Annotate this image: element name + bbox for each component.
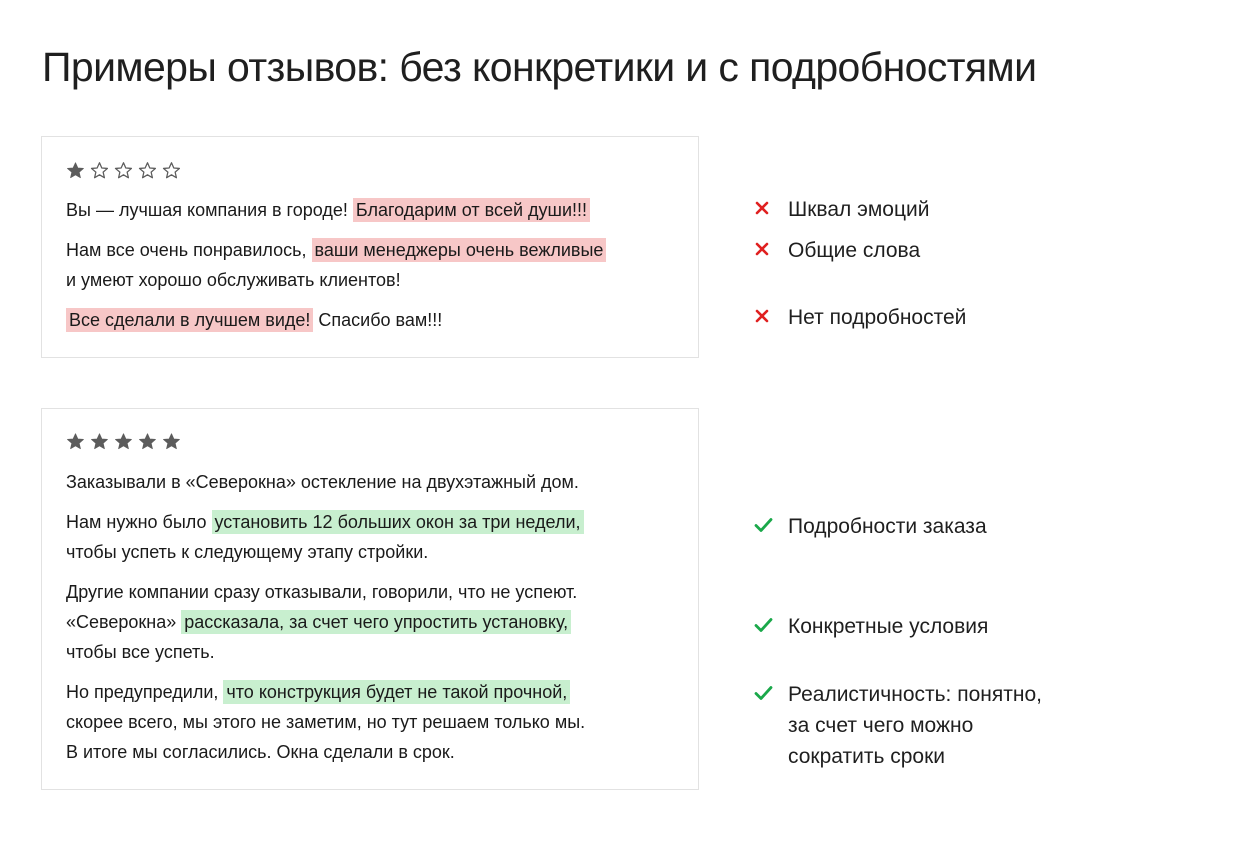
note-detailed-conditions: [754, 611, 988, 642]
note-detailed-realism: [754, 679, 1042, 772]
note-text: Подробности заказа: [788, 515, 987, 538]
highlighted-phrase: что конструкция будет не такой прочной,: [223, 680, 570, 704]
star-empty-icon: [90, 161, 109, 180]
review-line: [66, 199, 590, 221]
highlighted-phrase: Все сделали в лучшем виде!: [66, 308, 313, 332]
note-text: сократить сроки: [788, 745, 946, 768]
star-filled-icon: [162, 432, 181, 451]
review-text: и умеют хорошо обслуживать клиентов!: [66, 270, 401, 290]
star-rating: [66, 161, 181, 183]
star-filled-icon: [66, 432, 85, 451]
review-card-vague: [41, 136, 699, 358]
review-line: [66, 309, 442, 331]
highlighted-phrase: рассказала, за счет чего упростить установку,: [181, 610, 571, 634]
star-filled-icon: [114, 432, 133, 451]
review-text: Нам все очень понравилось,: [66, 240, 312, 260]
star-empty-icon: [138, 161, 157, 180]
star-empty-icon: [162, 161, 181, 180]
review-line: [66, 711, 585, 733]
note-vague-emotions: [754, 194, 929, 225]
highlighted-phrase: установить 12 больших окон за три недели,: [212, 510, 584, 534]
star-filled-icon: [66, 161, 85, 180]
note-text: Нет подробностей: [788, 306, 967, 329]
highlighted-phrase: Благодарим от всей души!!!: [353, 198, 590, 222]
review-line: [66, 581, 577, 603]
checkmark-icon: [754, 679, 788, 701]
review-line: [66, 681, 570, 703]
highlighted-phrase: ваши менеджеры очень вежливые: [312, 238, 607, 262]
note-text: Конкретные условия: [788, 615, 989, 638]
note-text: за счет чего можно: [788, 714, 974, 737]
review-text: чтобы успеть к следующему этапу стройки.: [66, 542, 429, 562]
review-line: [66, 541, 428, 563]
review-text: чтобы все успеть.: [66, 642, 215, 662]
review-line: [66, 641, 215, 663]
star-filled-icon: [138, 432, 157, 451]
cross-icon: [754, 235, 788, 257]
star-rating: [66, 432, 181, 454]
review-text: В итоге мы согласились. Окна сделали в срок.: [66, 742, 455, 762]
review-text: скорее всего, мы этого не заметим, но тут решаем только мы.: [66, 712, 586, 732]
cross-icon: [754, 302, 788, 324]
review-text: Другие компании сразу отказывали, говорили, что не успеют.: [66, 582, 578, 602]
review-text: «Северокна»: [66, 612, 182, 632]
page-title: Примеры отзывов: без конкретики и с подробностями: [42, 44, 1037, 90]
note-vague-no-details: [754, 302, 966, 333]
review-line: [66, 611, 571, 633]
review-text: Но предупредили,: [66, 682, 224, 702]
note-vague-general: [754, 235, 920, 266]
review-line: [66, 741, 455, 763]
star-filled-icon: [90, 432, 109, 451]
review-card-detailed: [41, 408, 699, 790]
checkmark-icon: [754, 611, 788, 633]
review-line: [66, 471, 579, 493]
review-text: Вы — лучшая компания в городе!: [66, 200, 353, 220]
note-text: Шквал эмоций: [788, 198, 930, 221]
review-text: Спасибо вам!!!: [313, 310, 443, 330]
note-text: Общие слова: [788, 239, 921, 262]
review-text: Заказывали в «Северокна» остекление на двухэтажный дом.: [66, 472, 579, 492]
review-line: [66, 239, 606, 261]
note-text: Реалистичность: понятно,: [788, 683, 1042, 706]
cross-icon: [754, 194, 788, 216]
review-line: [66, 511, 584, 533]
review-line: [66, 269, 401, 291]
star-empty-icon: [114, 161, 133, 180]
checkmark-icon: [754, 511, 788, 533]
note-detailed-order: [754, 511, 987, 542]
review-text: Нам нужно было: [66, 512, 212, 532]
